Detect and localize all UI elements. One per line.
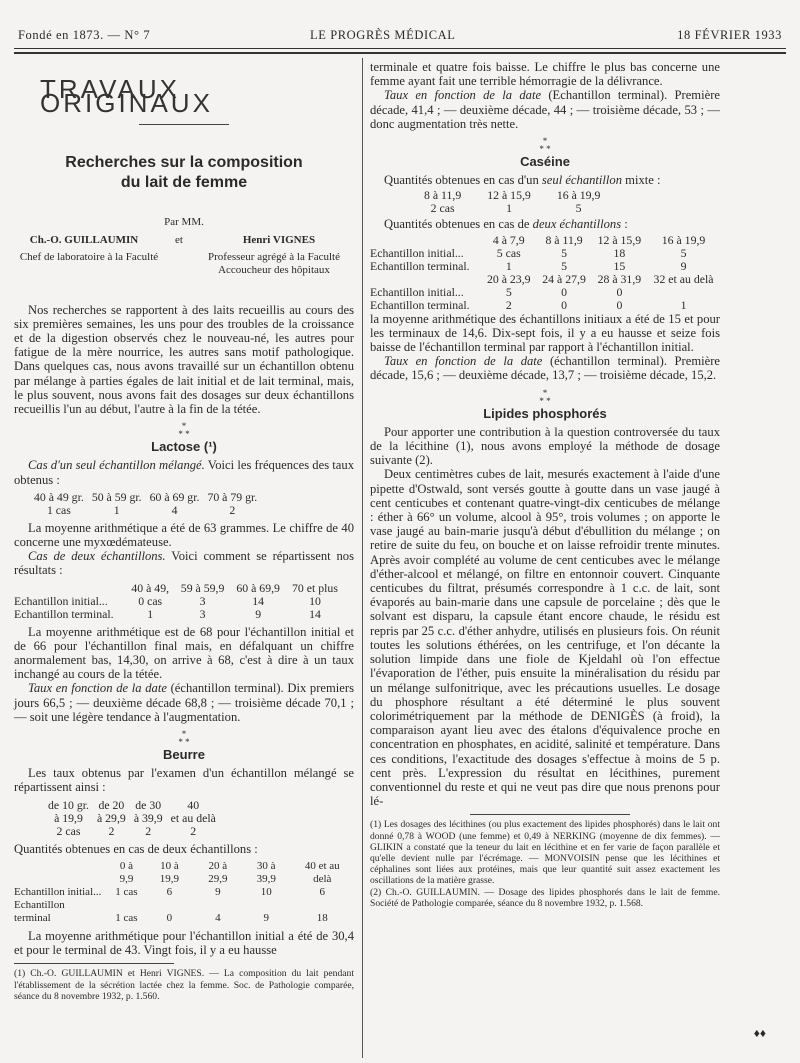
article-title: Recherches sur la composition du lait de femme	[65, 154, 303, 192]
heading-caseine: Caséine	[520, 154, 570, 170]
author-2: Henri VIGNES	[242, 233, 316, 246]
caseine-paragraph-4: Taux en fonction de la date (échantillon terminal). Première décade, 15,6 ; — deuxième décade, 13,7 ; — troisième décade, 15,2.	[370, 354, 720, 383]
lactose-paragraph-5: Taux en fonction de la date (échantillon terminal). Dix premiers jours 66,5 ; — deuxième décade 68,8 ; — troisième décade 70,1 ; — soit une légère tendance à l'augmentation.	[14, 681, 354, 724]
separator-stars: * * *	[178, 729, 190, 748]
lactose-table-2: 40 à 49, 59 à 59,9 60 à 69,9 70 et plus Echantillon initial... 0 cas 3 14 10 Echantillon terminal. 1 3 9 14	[14, 580, 338, 621]
separator-stars: * * *	[539, 387, 551, 406]
caseine-paragraph-1: Quantités obtenues en cas d'un seul échantillon mixte :	[384, 173, 661, 188]
lactose-paragraph-4: La moyenne arithmétique est de 68 pour l'échantillon initial et de 66 pour l'échantillon final mais, en défalquant un chiffre anormalement bas, 14,30, on arrive à 68, c'est à dire à un taux inchangé au cours de la tétée.	[14, 624, 354, 682]
column-divider	[362, 58, 363, 1058]
header-left: Fondé en 1873. — N° 7	[18, 28, 151, 42]
heading-lactose: Lactose (¹)	[151, 439, 217, 455]
section-title: TRAVAUX ORIGINAUX	[40, 74, 213, 119]
separator-stars: * * *	[539, 136, 551, 155]
header-journal: LE PROGRÈS MÉDICAL	[310, 28, 456, 42]
author-1: Ch.-O. GUILLAUMIN	[29, 233, 139, 246]
beurre-continued: terminale et quatre fois baisse. Le chiffre le plus bas concerne une femme ayant fait une terrible hémorragie de la délivrance.	[370, 60, 720, 89]
caseine-table-1: 8 à 11,9 12 à 15,9 16 à 19,9 2 cas 1 5	[424, 188, 601, 216]
running-header	[18, 28, 782, 46]
byline-par: Par MM.	[164, 216, 204, 229]
lactose-table-1: 40 à 49 gr. 50 à 59 gr. 60 à 69 gr. 70 à 79 gr. 1 cas 1 4 2	[34, 489, 258, 517]
caseine-paragraph-2: Quantités obtenues en cas de deux échantillons :	[384, 217, 628, 232]
title-rule	[139, 124, 229, 125]
beurre-table-2: 0 à 9,9 10 à 19,9 20 à 29,9 30 à 39,9 40 et au delà Echantillon initial... 1 cas 6 9 10 6 Echantillon terminal 1 cas 0 4 9 18	[14, 859, 340, 924]
beurre-date-paragraph: Taux en fonction de la date (Echantillon terminal). Première décade, 41,4 ; — deuxième décade, 44 ; — troisième décade, 53 ; — donc augmentation très nette.	[370, 88, 720, 131]
footnote-left: (1) Ch.-O. GUILLAUMIN et Henri VIGNES. — La composition du lait pendant l'établissement de la sécrétion lactée chez la femme. Soc. de Pathologie comparée, séance du 8 novembre 1932, p. 1.560.	[14, 968, 354, 1002]
caseine-table-2: 4 à 7,9 8 à 11,9 12 à 15,9 16 à 19,9 Echantillon initial... 5 cas 5 18 5 Echantillon terminal. 1 5 15 9 20 à 23,9 24 à 27,9 28 à 31,9 32 et au delà Echantillon initial... 5 0 0 Echantillon terminal. 2 0 0 1	[370, 232, 714, 312]
author-et: et	[175, 233, 183, 246]
footnote-right-1: (1) Les dosages des lécithines (ou plus exactement des lipides phosphorés) dans le lait ont donné 0,78 à WOOD (une femme) et 0,49 à NERKING (moyenne de dix femmes). — GLIKIN a constaté que la teneur du lait en lécithine et en fer varie de façon parallèle et qu'elle devient nulle par l'écrémage. — MONVOISIN pense que les lécithines et céphalines sont liées aux protéines, mais que leur quantité suit assez exactement les oscillations de la matière grasse.	[370, 819, 720, 887]
footnote-right-2: (2) Ch.-O. GUILLAUMIN. — Dosage des lipides phosphorés dans le lait de femme. Société de Pathologie comparée, séance du 8 novembre 1932, p. 1.568.	[370, 886, 720, 909]
separator-stars: * * *	[178, 421, 190, 440]
intro-paragraph: Nos recherches se rapportent à des laits recueillis au cours des six premières semaines, les uns pour des troubles de la croissance et de la digestion observés chez le nouveau-né, les autres pour fatigue de la mère nourrice, les autres sans motif pathologique. Dans quelques cas, nous avons travaillé sur un échantillon obtenu par mélange à parties égales de lait initial et de lait terminal, mais, le plus souvent, nous avons fait des dosages sur deux échantillons recueillis l'un au début, l'autre à la fin de la tétée.	[14, 302, 354, 417]
lipides-paragraph-2: Deux centimètres cubes de lait, mesurés exactement à l'aide d'une pipette d'Ostwald, sont versés goutte à goutte dans un vase jaugé à cent centicubes et contenant quatre-vingt-dix centicubes de mélange : éther à 66° un volume, alcool à 95°, trois volumes ; on apporte le vase jaugé au bain-marie jusqu'à début d'ébullition du mélange ; on retire de suite du feu, on bouche et on laisse refroidir trente minutes. Après avoir complété au volume de cent centicubes avec le mélange d'éther-alcool et mélangé, on filtre en entonnoir couvert. Cinquante centicubes du filtrat, présumés correspondre à 1 c.c. de lait, sont évaporés au bain-marie dans une capsule de porcelaine ; dès que le solvant est disparu, la capsule étant encore chaude, le résidu est repris par 25 c.c. d'éther anhydre, utilisés en plusieurs fois. On réunit toutes les solutions éthérées, on les centrifuge, et l'on décante la solution limpide dans une fiole de Kjeldahl où l'on effectue l'évaporation de l'éther, puis ensuite la minéralisation du résidu par un mélange sulfonitrique, avec les précautions usuelles. Le dosage du phosphore résultant a été déterminé le plus souvent colorimétriquement par la méthode de DENIGÈS (à froid), la comparaison ayant lieu avec des étalons d'équivalence proche en concentration en phosphates, en acidité, salinité et température. Dans ces conditions, l'exactitude des dosages s'effectue à moins de 5 p. cent près. L'expression du résultat en lécithines, purement conventionnel du reste et qui ne veut pas dire que nous prenons pour lé-	[370, 467, 720, 809]
lipides-paragraph-1: Pour apporter une contribution à la question controversée du taux de la lécithine (1), nous avons employé la méthode de dosage suivante (2).	[370, 424, 720, 468]
beurre-paragraph-1: Les taux obtenus par l'examen d'un échantillon mélangé se répartissent ainsi :	[14, 766, 354, 795]
footnote-rule	[14, 963, 174, 964]
affiliation-2: Professeur agrégé à la Faculté Accoucheur des hôpitaux	[208, 250, 340, 276]
affiliations	[14, 251, 354, 277]
beurre-paragraph-2: Quantités obtenues en cas de deux échantillons :	[14, 841, 258, 856]
header-date: 18 FÉVRIER 1933	[677, 28, 782, 42]
header-rule-thick	[14, 52, 786, 54]
heading-lipides: Lipides phosphorés	[483, 405, 607, 421]
lactose-paragraph-1: Cas d'un seul échantillon mélangé. Voici les fréquences des taux obtenus :	[14, 458, 354, 487]
left-column	[14, 60, 354, 1063]
caseine-paragraph-3: la moyenne arithmétique des échantillons initiaux a été de 15 et pour les terminaux de 14,6. Dix-sept fois, il y a eu hausse et seize fois baisse de l'échantillon terminal par rapport à l'échantillon initial.	[370, 311, 720, 355]
heading-beurre: Beurre	[163, 747, 205, 763]
authors	[14, 234, 354, 247]
lactose-paragraph-3: Cas de deux échantillons. Voici comment se répartissent nos résultats :	[14, 549, 354, 578]
affiliation-1: Chef de laboratoire à la Faculté	[19, 250, 159, 263]
beurre-paragraph-3: La moyenne arithmétique pour l'échantillon initial a été de 30,4 et pour le terminal de 43. Vingt fois, il y a eu hausse	[14, 928, 354, 958]
header-rule	[14, 48, 786, 49]
footnote-rule	[470, 814, 630, 815]
lactose-paragraph-2: La moyenne arithmétique a été de 63 grammes. Le chiffre de 40 concerne une myxœdémateuse.	[14, 520, 354, 550]
right-column	[370, 60, 720, 1063]
beurre-table-1: de 10 gr. de 20 de 30 40 à 19,9 à 29,9 à 39,9 et au delà 2 cas 2 2 2	[48, 797, 216, 838]
end-ornament: ♦♦	[753, 1026, 766, 1040]
